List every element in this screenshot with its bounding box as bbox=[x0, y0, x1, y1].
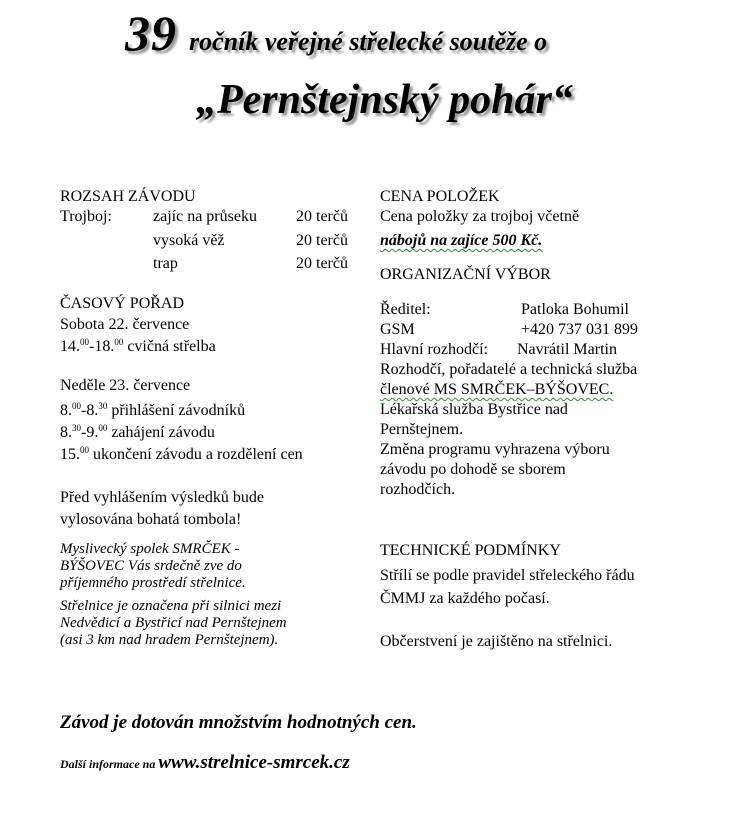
vybor-text: Pernštejnem. bbox=[380, 421, 464, 438]
vybor-text: Lékařská služba Bystřice nad bbox=[380, 401, 568, 418]
info-label: Další informace na bbox=[60, 757, 159, 771]
vybor-text: členové MS SMRČEK–BÝŠOVEC. bbox=[380, 381, 614, 398]
schedule-item: 14.00-18.00 cvičná střelba bbox=[60, 337, 216, 355]
obcerstveni-text: Občerstvení je zajištěno na střelnici. bbox=[380, 633, 613, 650]
schedule-item: 8.30-9.00 zahájení závodu bbox=[60, 423, 215, 441]
discipline-count: 20 terčů bbox=[296, 232, 348, 249]
spolek-text: příjemného prostředí střelnice. bbox=[60, 575, 246, 591]
vybor-text: Změna programu vyhrazena výboru bbox=[380, 441, 610, 458]
website-link[interactable]: www.strelnice-smrcek.cz bbox=[158, 752, 350, 773]
technicke-text: ČMMJ za každého počasí. bbox=[380, 590, 550, 607]
nedele-label: Neděle 23. července bbox=[60, 377, 191, 394]
edition-number: 39 bbox=[125, 5, 177, 61]
discipline-name: zajíc na průseku bbox=[153, 208, 257, 225]
schedule-item: 8.00-8.30 přihlášení závodníků bbox=[60, 401, 246, 419]
vybor-label: Ředitel: bbox=[380, 301, 431, 318]
schedule-item: 15.00 ukončení závodu a rozdělení cen bbox=[60, 445, 303, 463]
vybor-text: Rozhodčí, pořadatelé a technická služba bbox=[380, 361, 638, 378]
info-line bbox=[60, 752, 350, 774]
spolek-text: Nedvědicí a Bystřicí nad Pernštejnem bbox=[60, 615, 287, 631]
vybor-value: +420 737 031 899 bbox=[521, 321, 639, 338]
casovy-heading: ČASOVÝ POŘAD bbox=[60, 295, 185, 312]
discipline-count: 20 terčů bbox=[296, 208, 348, 225]
title-line bbox=[125, 4, 547, 62]
technicke-text: Střílí se podle pravidel střeleckého řádu bbox=[380, 567, 635, 584]
discipline-count: 20 terčů bbox=[296, 255, 348, 272]
tombola-text: Před vyhlášením výsledků bude bbox=[60, 489, 264, 506]
vybor-value: Navrátil Martin bbox=[517, 341, 617, 358]
rozsah-heading: ROZSAH ZÁVODU bbox=[60, 188, 196, 205]
cena-text: Cena položky za trojboj včetně bbox=[380, 208, 580, 225]
sobota-label: Sobota 22. července bbox=[60, 316, 190, 333]
prizes-note: Závod je dotován množstvím hodnotných cen. bbox=[60, 712, 417, 733]
spolek-text: Střelnice je označena při silnici mezi bbox=[60, 598, 282, 614]
spolek-text: (asi 3 km nad hradem Pernštejnem). bbox=[60, 632, 279, 648]
spolek-text: BÝŠOVEC Vás srdečně zve do bbox=[60, 558, 242, 574]
vybor-text: rozhodčích. bbox=[380, 481, 456, 498]
cena-heading: CENA POLOŽEK bbox=[380, 188, 500, 205]
discipline-name: vysoká věž bbox=[153, 232, 225, 249]
discipline-name: trap bbox=[153, 255, 178, 272]
cena-price: nábojů na zajíce 500 Kč. bbox=[380, 232, 543, 249]
technicke-heading: TECHNICKÉ PODMÍNKY bbox=[380, 542, 561, 559]
page-title: „Pernštejnský pohár“ bbox=[196, 77, 573, 123]
subtitle: ročník veřejné střelecké soutěže o bbox=[189, 27, 548, 56]
vybor-value: Patloka Bohumil bbox=[521, 301, 629, 318]
vybor-heading: ORGANIZAČNÍ VÝBOR bbox=[380, 266, 551, 283]
tombola-text: vylosována bohatá tombola! bbox=[60, 511, 242, 528]
trojboj-label: Trojboj: bbox=[60, 208, 112, 225]
spolek-text: Myslivecký spolek SMRČEK - bbox=[60, 541, 240, 557]
vybor-label: GSM bbox=[380, 321, 415, 338]
vybor-label: Hlavní rozhodčí: bbox=[380, 341, 488, 358]
vybor-text: závodu po dohodě se sborem bbox=[380, 461, 566, 478]
